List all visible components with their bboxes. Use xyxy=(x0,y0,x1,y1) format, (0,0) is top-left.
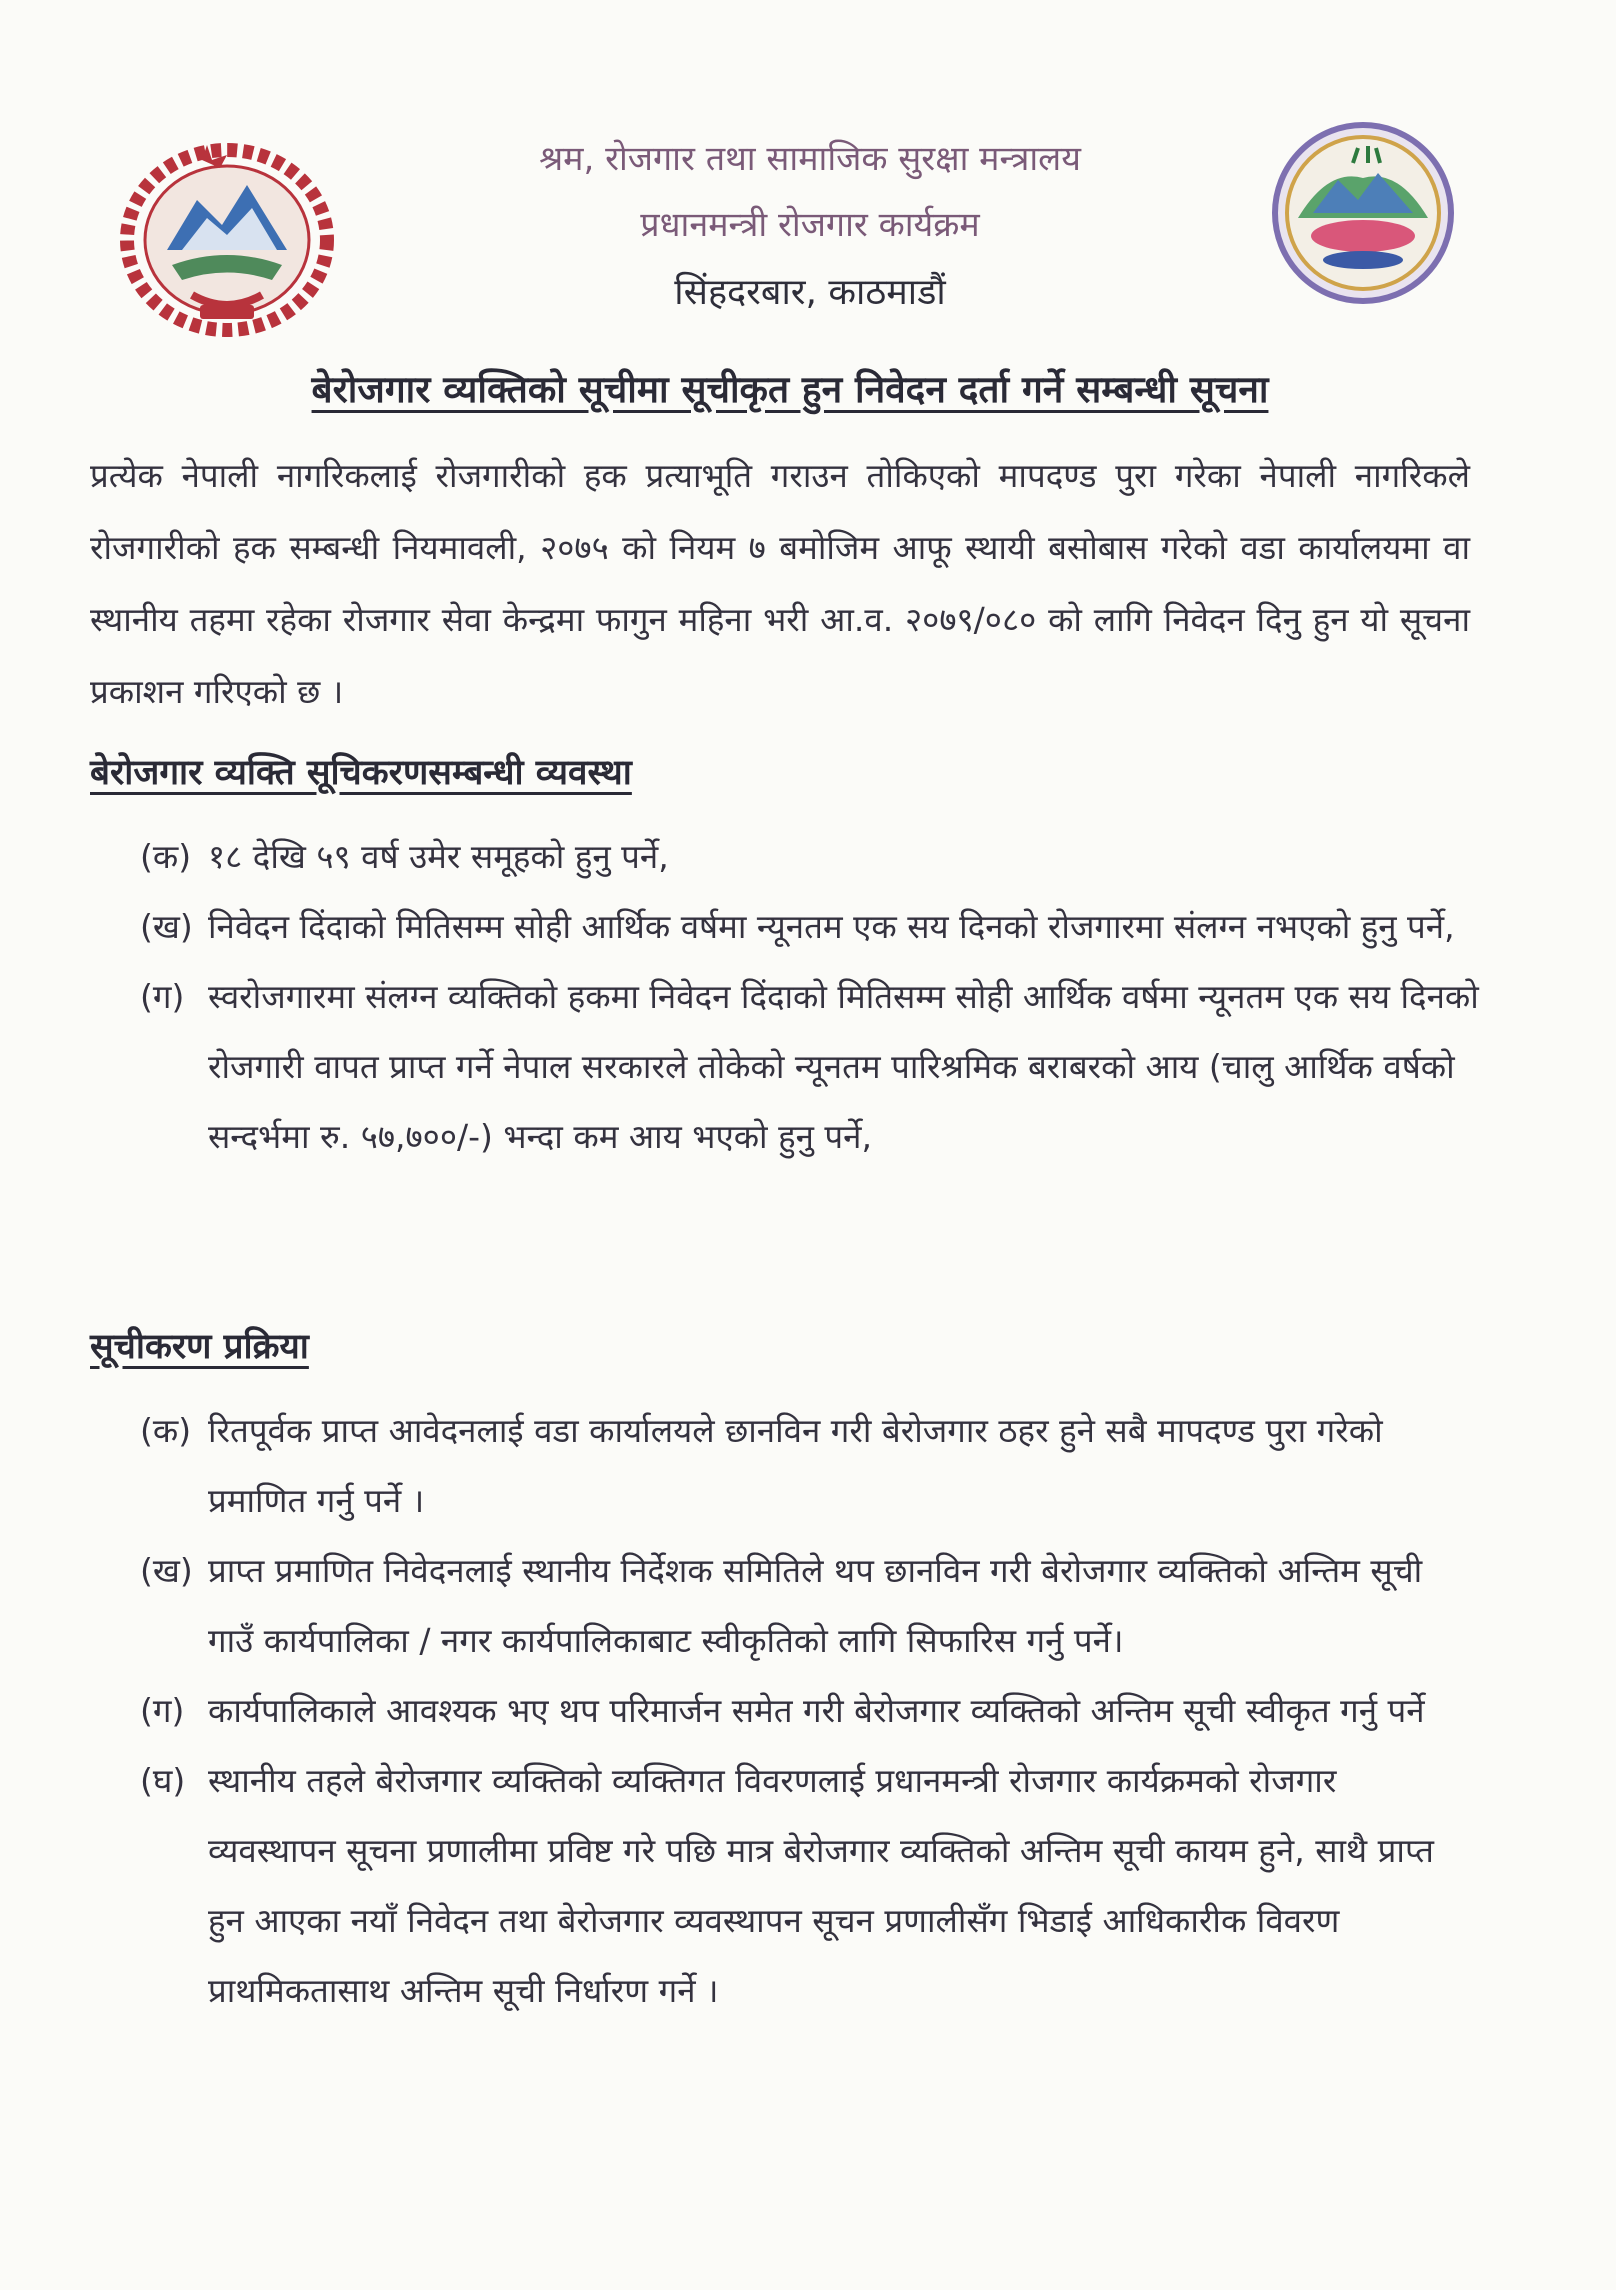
list-item-marker: (ग) xyxy=(140,1691,185,1730)
section-heading-listing-provisions: बेरोजगार व्यक्ति सूचिकरणसम्बन्धी व्यवस्था xyxy=(90,753,632,793)
ministry-name: श्रम, रोजगार तथा सामाजिक सुरक्षा मन्त्रालय xyxy=(539,139,1081,179)
list-item xyxy=(140,962,1480,1172)
list-item-text: प्राप्त प्रमाणित निवेदनलाई स्थानीय निर्देशक समितिले थप छानविन गरी बेरोजगार व्यक्तिको अन्तिम सूची गाउँ कार्यपालिका / नगर कार्यपालिकाबाट स्वीकृतिको लागि सिफारिस गर्नु पर्ने। xyxy=(208,1551,1423,1660)
list-item xyxy=(140,892,1508,962)
nepal-emblem-icon xyxy=(112,130,342,340)
office-address: सिंहदरबार, काठमाडौं xyxy=(674,272,946,313)
list-item-marker: (ग) xyxy=(140,977,185,1016)
list-item xyxy=(140,1536,1448,1676)
list-item-text: कार्यपालिकाले आवश्यक भए थप परिमार्जन समेत गरी बेरोजगार व्यक्तिको अन्तिम सूची स्वीकृत गर्नु पर्ने xyxy=(208,1691,1425,1730)
program-name: प्रधानमन्त्री रोजगार कार्यक्रम xyxy=(640,205,980,245)
list-item-marker: (घ) xyxy=(140,1761,186,1800)
list-item xyxy=(140,822,1480,892)
list-item-marker: (ख) xyxy=(140,907,193,946)
list-item-marker: (क) xyxy=(140,1411,192,1450)
list-item-text: निवेदन दिंदाको मितिसम्म सोही आर्थिक वर्षमा न्यूनतम एक सय दिनको रोजगारमा संलग्न नभएको हुनु पर्ने, xyxy=(208,907,1455,946)
list-item xyxy=(140,1746,1448,2026)
list-item-text: रितपूर्वक प्राप्त आवेदनलाई वडा कार्यालयले छानविन गरी बेरोजगार ठहर हुने सबै मापदण्ड पुरा गरेको प्रमाणित गर्नु पर्ने । xyxy=(208,1411,1383,1520)
list-item-text: १८ देखि ५९ वर्ष उमेर समूहको हुनु पर्ने, xyxy=(208,837,669,876)
notice-title: बेरोजगार व्यक्तिको सूचीमा सूचीकृत हुन निवेदन दर्ता गर्ने सम्बन्धी सूचना xyxy=(311,368,1269,411)
intro-paragraph: प्रत्येक नेपाली नागरिकलाई रोजगारीको हक प्रत्याभूति गराउन तोकिएको मापदण्ड पुरा गरेका नेपाली नागरिकले रोजगारीको हक सम्बन्धी नियमावली, २०७५ को नियम ७ बमोजिम आफू स्थायी बसोबास गरेको वडा कार्यालयमा वा स्थानीय तहमा रहेका रोजगार सेवा केन्द्रमा फागुन महिना भरी आ.व. २०७९/०८० को लागि निवेदन दिनु हुन यो सूचना प्रकाशन गरिएको छ । xyxy=(90,456,1470,711)
list-item xyxy=(140,1396,1448,1536)
process-list xyxy=(140,1396,1480,2026)
eligibility-list xyxy=(140,822,1480,1172)
list-item xyxy=(140,1676,1448,1746)
list-item-marker: (क) xyxy=(140,837,192,876)
list-item-text: स्थानीय तहले बेरोजगार व्यक्तिको व्यक्तिगत विवरणलाई प्रधानमन्त्री रोजगार कार्यक्रमको रोजगार व्यवस्थापन सूचना प्रणालीमा प्रविष्ट गरे पछि मात्र बेरोजगार व्यक्तिको अन्तिम सूची कायम हुने, साथै प्राप्त हुन आएका नयाँ निवेदन तथा बेरोजगार व्यवस्थापन सूचन प्रणालीसँग भिडाई आधिकारीक विवरण प्राथमिकतासाथ अन्तिम सूची निर्धारण गर्ने । xyxy=(208,1761,1434,2010)
section-heading-listing-process: सूचीकरण प्रक्रिया xyxy=(90,1327,309,1367)
list-item-marker: (ख) xyxy=(140,1551,193,1590)
list-item-text: स्वरोजगारमा संलग्न व्यक्तिको हकमा निवेदन दिंदाको मितिसम्म सोही आर्थिक वर्षमा न्यूनतम एक सय दिनको रोजगारी वापत प्राप्त गर्ने नेपाल सरकारले तोकेको न्यूनतम पारिश्रमिक बराबरको आय (चालु आर्थिक वर्षको सन्दर्भमा रु. ५७,७००/-) भन्दा कम आय भएको हुनु पर्ने, xyxy=(208,977,1479,1156)
program-logo-icon xyxy=(1268,118,1458,308)
